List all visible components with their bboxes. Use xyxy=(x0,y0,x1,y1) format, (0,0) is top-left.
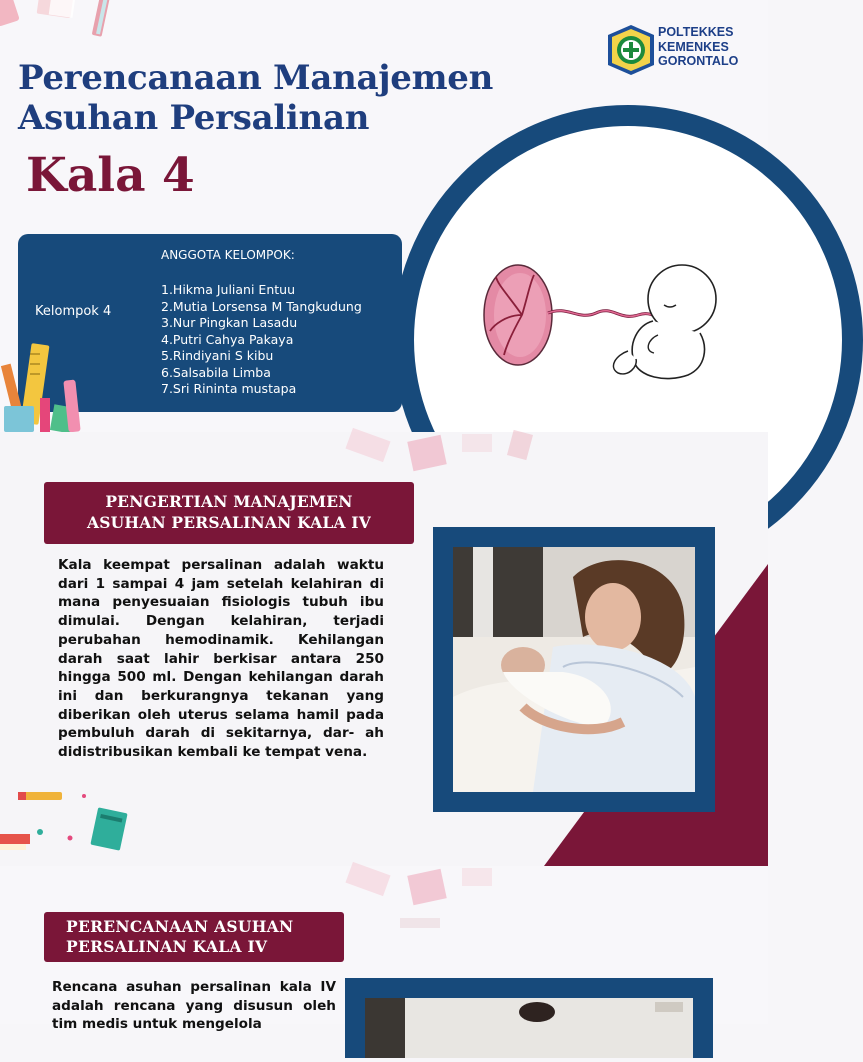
pencils-decoration-icon xyxy=(0,340,92,432)
definition-section xyxy=(0,432,768,866)
planning-section xyxy=(0,866,768,1033)
definition-heading xyxy=(44,482,414,544)
mother-baby-photo-icon xyxy=(453,547,695,792)
members-list xyxy=(161,282,362,398)
definition-body-text: Kala keempat persalinan adalah waktu dari 1 sampai 4 jam setelah kelahiran di mana penyesuaian fisiologis tubuh ibu dimulai. Dengan kelahiran, terjadi perubahan hemodinamik. Kehilangan darah saat lahir berkisar antara 250 hingga 500 ml. Dengan kehilangan darah ini dan berkurangnya tekanan yang diberikan oleh uterus selama hamil pada pembuluh darah di sekitarnya, dar- ah didistribusikan kembali ke tempat vena. xyxy=(58,557,384,761)
title-line-1: Perencanaan Manajemen xyxy=(18,58,493,98)
cover-section xyxy=(0,0,768,432)
embryo-illustration-icon xyxy=(478,255,738,395)
hospital-photo-frame xyxy=(345,978,713,1058)
member-item: 4.Putri Cahya Pakaya xyxy=(161,331,294,347)
member-item: 5.Rindiyani S kibu xyxy=(161,348,274,363)
institution-line-1: POLTEKKES xyxy=(658,25,734,39)
subtitle-kala: Kala 4 xyxy=(26,148,195,203)
member-item: 2.Mutia Lorsensa M Tangkudung xyxy=(161,298,362,314)
definition-heading-line-1: PENGERTIAN MANAJEMEN xyxy=(105,492,353,511)
main-title xyxy=(18,58,493,138)
institution-line-3: GORONTALO xyxy=(658,54,739,68)
planning-heading-line-1: PERENCANAAN ASUHAN xyxy=(66,917,294,936)
members-heading: ANGGOTA KELOMPOK: xyxy=(161,248,295,262)
mother-baby-photo-frame xyxy=(433,527,715,812)
mother-baby-photo xyxy=(453,547,695,792)
group-label: Kelompok 4 xyxy=(35,304,112,319)
poltekkes-logo-icon xyxy=(604,23,658,77)
planning-heading-line-2: PERSALINAN KALA IV xyxy=(66,937,268,956)
member-item: 3.Nur Pingkan Lasadu xyxy=(161,315,298,330)
planning-heading xyxy=(44,912,344,962)
title-line-2: Asuhan Persalinan xyxy=(18,98,370,138)
planning-body-text: Rencana asuhan persalinan kala IV adalah rencana yang disusun oleh tim medis untuk mengelola xyxy=(52,979,336,1033)
member-item: 6.Salsabila Limba xyxy=(161,364,271,380)
definition-heading-line-2: ASUHAN PERSALINAN KALA IV xyxy=(87,513,371,532)
books-decoration-icon xyxy=(0,792,140,866)
institution-line-2: KEMENKES xyxy=(658,39,729,54)
books-faded-decoration-icon xyxy=(340,866,550,946)
hospital-photo-icon xyxy=(365,998,693,1058)
school-supplies-decoration-icon xyxy=(0,0,130,50)
hospital-photo xyxy=(365,998,693,1058)
institution-name xyxy=(658,25,738,69)
member-item: 1.Hikma Juliani Entuu xyxy=(161,282,295,297)
member-item: 7.Sri Rininta mustapa xyxy=(161,381,297,396)
